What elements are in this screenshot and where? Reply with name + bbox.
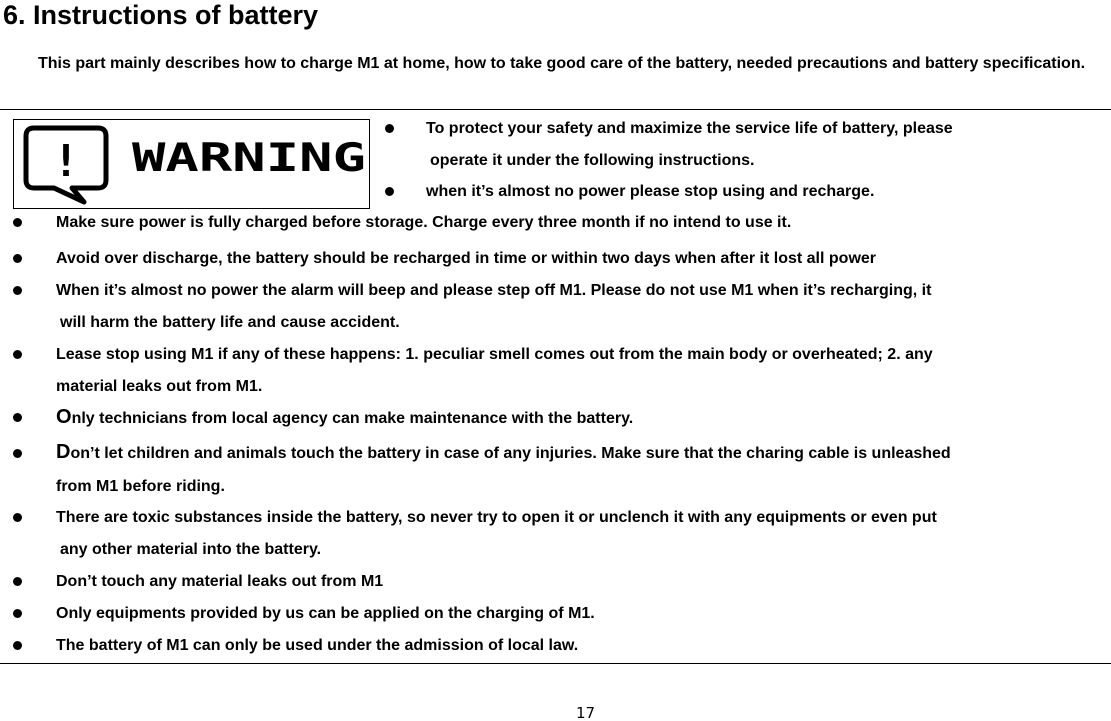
- list-item-text: To protect your safety and maximize the service life of battery, please: [426, 120, 953, 137]
- list-item-continuation: any other material into the battery.: [60, 541, 322, 558]
- list-item: Make sure power is fully charged before storage. Charge every three month if no intend to use it.: [56, 214, 792, 231]
- list-item: [56, 407, 633, 429]
- list-item: [56, 442, 951, 464]
- warning-text: WARNING: [132, 136, 366, 181]
- bullet-dot: [13, 641, 22, 650]
- bullet-dot: [13, 350, 22, 359]
- bullet-dot: [13, 286, 22, 295]
- list-item: The battery of M1 can only be used under the admission of local law.: [56, 637, 579, 654]
- list-item: Don’t touch any material leaks out from M1: [56, 573, 384, 590]
- warning-speech-bubble-icon: [14, 120, 371, 210]
- bullet-dot: [385, 124, 394, 133]
- list-item: Avoid over discharge, the battery should be recharged in time or within two days when after it lost all power: [56, 250, 877, 267]
- warning-label: [13, 119, 370, 209]
- bullet-dot: [13, 577, 22, 586]
- bullet-dot: [13, 254, 22, 263]
- top-divider: [0, 109, 1111, 110]
- list-item: [426, 182, 874, 202]
- list-item: Only equipments provided by us can be applied on the charging of M1.: [56, 605, 595, 622]
- list-item-continuation: material leaks out from M1.: [56, 378, 263, 395]
- page-number: 17: [575, 704, 596, 721]
- bullet-dot: [385, 187, 394, 196]
- bottom-divider: [0, 663, 1111, 664]
- bullet-dot: [13, 609, 22, 618]
- list-item-continuation: will harm the battery life and cause accident.: [60, 314, 400, 331]
- bullet-dot: [13, 513, 22, 522]
- list-item-continuation: from M1 before riding.: [56, 478, 225, 495]
- section-intro: This part mainly describes how to charge M1 at home, how to take good care of the battery, needed precautions and battery specification.: [38, 55, 1086, 72]
- bullet-dot: [13, 413, 22, 422]
- list-item-text: nly technicians from local agency can make maintenance with the battery.: [71, 410, 634, 427]
- list-item: When it’s almost no power the alarm will beep and please step off M1. Please do not use M1 when it’s recharging, it: [56, 282, 932, 299]
- list-item-initial: O: [56, 406, 72, 428]
- list-item-text: when it’s almost no power please stop using and recharge.: [426, 183, 875, 200]
- warning-exclamation: !: [52, 136, 80, 187]
- list-item: [426, 119, 953, 139]
- bullet-dot: [13, 449, 22, 458]
- list-item: Lease stop using M1 if any of these happens: 1. peculiar smell comes out from the main body or overheated; 2. any: [56, 346, 933, 363]
- list-item-initial: D: [56, 441, 71, 463]
- list-item-text: on’t let children and animals touch the battery in case of any injuries. Make sure that the charing cable is unleashed: [70, 445, 951, 462]
- list-item-continuation: operate it under the following instructions.: [430, 152, 755, 169]
- section-title: 6. Instructions of battery: [3, 0, 319, 30]
- list-item: There are toxic substances inside the battery, so never try to open it or unclench it with any equipments or even put: [56, 509, 937, 526]
- bullet-dot: [13, 218, 22, 227]
